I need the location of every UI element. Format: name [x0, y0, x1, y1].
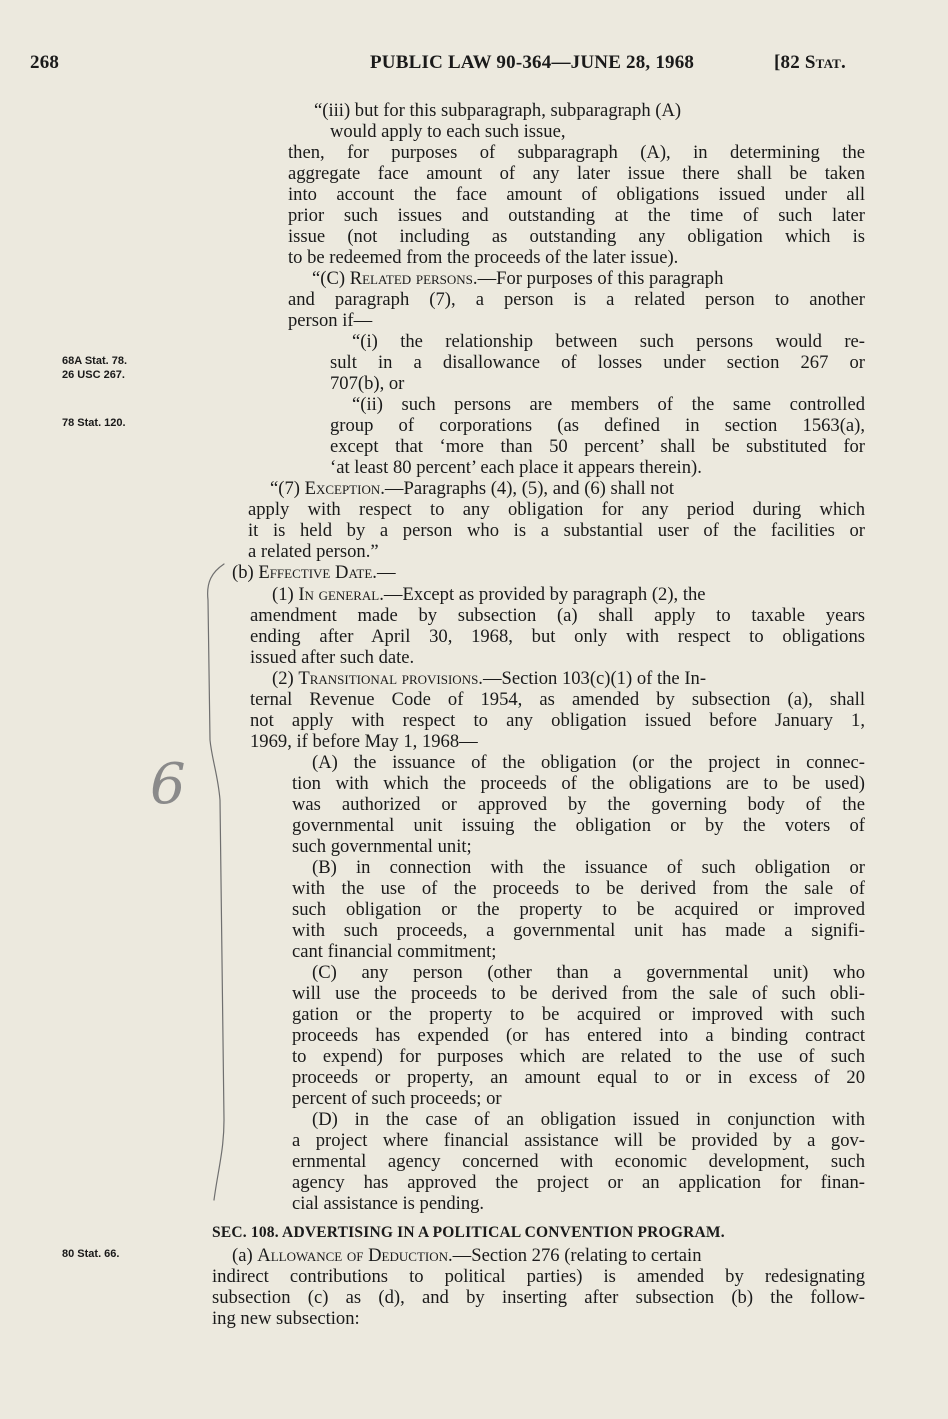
text-line: will use the proceeds to be derived from the sale of such obli- [292, 983, 865, 1004]
margin-note: 68A Stat. 78. [62, 355, 128, 367]
subhead: Transitional provisions. [298, 668, 483, 689]
text-line: to be redeemed from the proceeds of the later issue). [288, 247, 679, 268]
text-line: ending after April 30, 1968, but only with respect to obligations [250, 626, 865, 647]
text-line: to expend) for purposes which are related to the use of such [292, 1046, 865, 1067]
text-line: gation or the property to be acquired or improved with such [292, 1004, 865, 1025]
text-line: then, for purposes of subparagraph (A), in determining the [288, 142, 865, 163]
line-part: —Section 103(c)(1) of the In- [482, 668, 707, 689]
line-part: —Paragraphs (4), (5), and (6) shall not [384, 478, 675, 499]
text-line: tion with which the proceeds of the obligations are to be used) [292, 773, 865, 794]
stat-label: Stat. [804, 52, 847, 73]
text-line: “(ii) such persons are members of the same controlled [352, 394, 865, 415]
handwritten-numeral: 6 [150, 752, 186, 817]
text-line: ernmental agency concerned with economic development, such [292, 1151, 865, 1172]
text-line: with the use of the proceeds to be derived from the sale of [292, 878, 865, 899]
subhead: Allowance of Deduction. [257, 1245, 453, 1266]
text-line: ternal Revenue Code of 1954, as amended by subsection (a), shall [250, 689, 865, 710]
margin-note: 80 Stat. 66. [62, 1248, 120, 1260]
text-line: proceeds or property, an amount equal to or in excess of 20 [292, 1067, 865, 1088]
text-line: issue (not including as outstanding any obligation which is [288, 226, 865, 247]
text-line [312, 268, 723, 289]
text-line: subsection (c) as (d), and by inserting after subsection (b) the follow- [212, 1287, 865, 1308]
line-part: — [376, 562, 396, 583]
text-line: except that ‘more than 50 percent’ shall be substituted for [330, 436, 865, 457]
text-line [270, 478, 674, 499]
text-line: ing new subsection: [212, 1308, 360, 1329]
text-line: into account the face amount of obligations issued under all [288, 184, 865, 205]
subhead: In general. [298, 584, 384, 605]
text-line: cial assistance is pending. [292, 1193, 485, 1214]
text-line: such obligation or the property to be acquired or improved [292, 899, 865, 920]
text-line: with such proceeds, a governmental unit has made a signifi- [292, 920, 865, 941]
page-number: 268 [30, 52, 60, 73]
text-line: 707(b), or [330, 373, 405, 394]
text-line: ‘at least 80 percent’ each place it appears therein). [330, 457, 702, 478]
line-part: (a) [232, 1245, 258, 1266]
margin-note: 78 Stat. 120. [62, 417, 126, 429]
text-line: and paragraph (7), a person is a related person to another [288, 289, 865, 310]
page-title: PUBLIC LAW 90-364—JUNE 28, 1968 [370, 52, 695, 73]
text-line: person if— [288, 310, 373, 331]
text-line: (D) in the case of an obligation issued in conjunction with [312, 1109, 865, 1130]
stat-reference [774, 52, 846, 74]
line-part: —Section 276 (relating to certain [452, 1245, 702, 1266]
text-line: such governmental unit; [292, 836, 472, 857]
text-line [272, 668, 706, 689]
text-line: not apply with respect to any obligation issued before January 1, [250, 710, 865, 731]
subhead: Related persons. [349, 268, 478, 289]
text-line: group of corporations (as defined in section 1563(a), [330, 415, 865, 436]
text-line: “(i) the relationship between such persons would re- [352, 331, 865, 352]
text-line: a related person.” [248, 541, 379, 562]
margin-note: 26 USC 267. [62, 369, 125, 381]
text-line: sult in a disallowance of losses under section 267 or [330, 352, 865, 373]
line-part: “(C) [312, 268, 350, 289]
line-part: —For purposes of this paragraph [477, 268, 724, 289]
line-part: —Except as provided by paragraph (2), the [383, 584, 706, 605]
pencil-bracket-mark [190, 560, 240, 1220]
text-line: (B) in connection with the issuance of such obligation or [312, 857, 865, 878]
text-line: it is held by a person who is a substantial user of the facilities or [248, 520, 865, 541]
text-line: (C) any person (other than a governmental unit) who [312, 962, 865, 983]
subhead: Exception. [304, 478, 385, 499]
line-part: (1) [272, 584, 299, 605]
text-line: “(iii) but for this subparagraph, subparagraph (A) [314, 100, 682, 121]
text-line: prior such issues and outstanding at the time of such later [288, 205, 865, 226]
text-line: 1969, if before May 1, 1968— [250, 731, 478, 752]
text-line: issued after such date. [250, 647, 415, 668]
text-line: (A) the issuance of the obligation (or the project in connec- [312, 752, 865, 773]
line-part: (2) [272, 668, 299, 689]
section-heading: SEC. 108. ADVERTISING IN A POLITICAL CONVENTION PROGRAM. [212, 1224, 725, 1241]
text-line [232, 562, 396, 583]
subhead: Effective Date. [258, 562, 377, 583]
text-line: cant financial commitment; [292, 941, 497, 962]
text-line: a project where financial assistance will be provided by a gov- [292, 1130, 865, 1151]
text-line: was authorized or approved by the governing body of the [292, 794, 865, 815]
line-part: “(7) [270, 478, 305, 499]
text-line [272, 584, 706, 605]
text-line: percent of such proceeds; or [292, 1088, 502, 1109]
text-line: governmental unit issuing the obligation or by the voters of [292, 815, 865, 836]
text-line: aggregate face amount of any later issue there shall be taken [288, 163, 865, 184]
text-line: amendment made by subsection (a) shall apply to taxable years [250, 605, 865, 626]
text-line: indirect contributions to political parties) is amended by redesignating [212, 1266, 865, 1287]
text-line: agency has approved the project or an application for finan- [292, 1172, 865, 1193]
line-part: (b) [232, 562, 259, 583]
text-line: would apply to each such issue, [330, 121, 566, 142]
text-line: proceeds has expended (or has entered into a binding contract [292, 1025, 865, 1046]
text-line [232, 1245, 702, 1266]
stat-prefix: [82 [774, 52, 805, 73]
text-line: apply with respect to any obligation for any period during which [248, 499, 865, 520]
